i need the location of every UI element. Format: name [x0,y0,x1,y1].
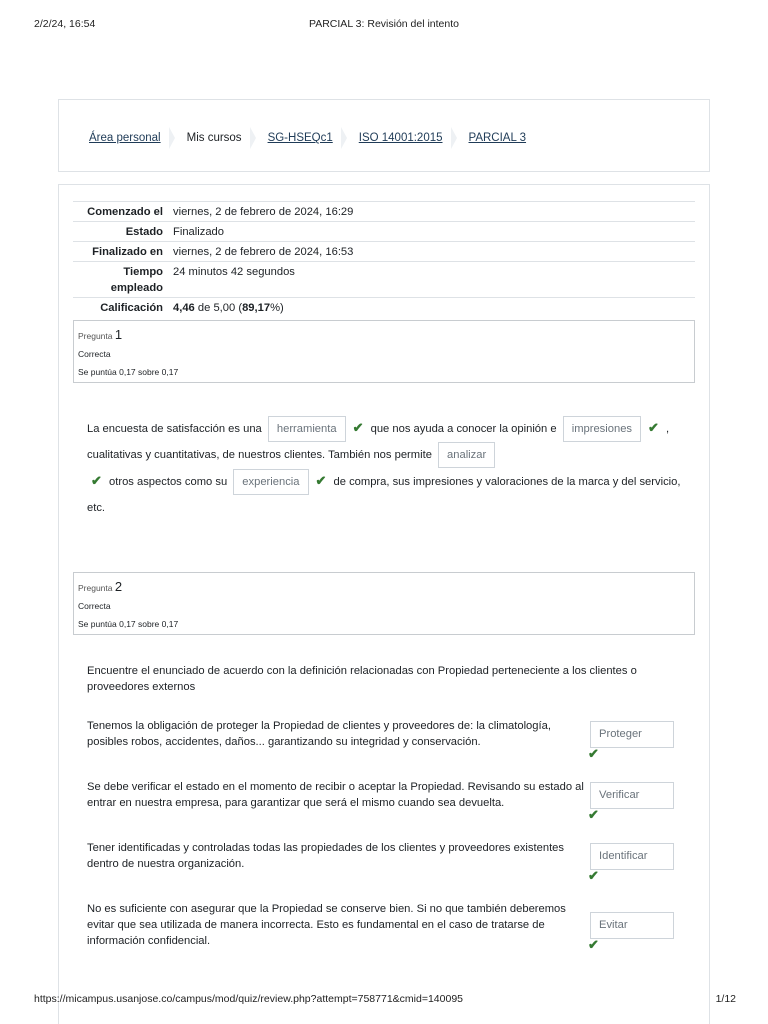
breadcrumb [89,127,526,149]
check-icon: ✔ [588,937,599,952]
breadcrumb-separator [169,127,179,149]
question-points: Se puntúa 0,17 sobre 0,17 [78,619,179,629]
question-text: que nos ayuda a conocer la opinión e [370,423,557,435]
summary-label: Estado [125,226,163,238]
question-2-prompt: Encuentre el enunciado de acuerdo con la definición relacionadas con Propiedad perteneciente a los clientes o proveedores externos [87,665,637,693]
check-icon: ✔ [648,420,659,435]
match-statement: Se debe verificar el estado en el momento de recibir o aceptar la Propiedad. Revisando su estado al entrar en nuestra empresa, para garantizar que será el mismo cuando sea devuelta. [87,781,584,809]
grade-end: %) [270,302,284,314]
summary-label-line: empleado [110,282,163,294]
answer-blank-1[interactable]: herramienta [268,416,346,442]
check-icon: ✔ [588,807,599,822]
match-statement: Tener identificadas y controladas todas las propiedades de los clientes y proveedores existentes dentro de nuestra organización. [87,842,564,870]
summary-row-finished [73,242,695,262]
summary-value: 24 minutos 42 segundos [173,266,295,278]
breadcrumb-item-mis-cursos[interactable]: Mis cursos [186,132,242,144]
breadcrumb-item-area-personal[interactable]: Área personal [89,132,161,144]
grade-score: 4,46 [173,302,195,314]
match-statement: No es suficiente con asegurar que la Propiedad se conserve bien. Si no que también deberemos evitar que sea utilizada de manera incorrecta. Esto es fundamental en el caso de tratarse de información confidencial. [87,903,566,947]
question-1-content [87,415,697,521]
question-text: otros aspectos como su [109,476,228,489]
question-2-info [73,572,695,635]
answer-blank-3[interactable]: analizar [438,442,495,468]
summary-label-line: Tiempo [123,266,163,278]
summary-label: Calificación [100,302,163,314]
summary-row-time [73,262,695,298]
breadcrumb-item-section[interactable]: ISO 14001:2015 [358,132,443,144]
summary-row-started [73,202,695,222]
summary-value: viernes, 2 de febrero de 2024, 16:53 [173,246,354,258]
summary-row-state [73,222,695,242]
question-number: 1 [114,327,123,342]
summary-value: viernes, 2 de febrero de 2024, 16:29 [173,206,354,218]
grade-mid: de 5,00 ( [194,302,243,314]
breadcrumb-separator [341,127,351,149]
question-text: de compra, sus impresiones y valoraciones de la marca y del servicio, etc. [87,476,681,515]
summary-label: Finalizado en [92,246,163,258]
summary-row-grade [73,298,695,318]
attempt-summary-table [73,201,695,317]
breadcrumb-item-quiz[interactable]: PARCIAL 3 [468,132,527,144]
check-icon: ✔ [588,868,599,883]
breadcrumb-separator [250,127,260,149]
question-number-line [78,578,690,597]
grade-percent: 89,17 [242,302,271,314]
check-icon: ✔ [588,746,599,761]
question-text: , cualitativas y cuantitativas, de nuestros clientes. También nos permite [87,423,670,462]
breadcrumb-separator [451,127,461,149]
summary-label: Comenzado el [87,206,163,218]
print-datetime: 2/2/24, 16:54 [34,18,96,30]
match-answer-select[interactable]: Identificar [590,843,674,870]
check-icon: ✔ [91,473,102,489]
print-footer [0,993,768,1007]
question-text: La encuesta de satisfacción es una [87,423,262,435]
quiz-review-region [58,184,710,1024]
print-page-count: 1/12 [715,993,736,1005]
question-number: 2 [114,579,123,594]
breadcrumb-item-course[interactable]: SG-HSEQc1 [267,132,333,144]
question-label: Pregunta [78,583,113,593]
summary-label [73,262,173,298]
print-title: PARCIAL 3: Revisión del intento [309,18,459,30]
question-number-line [78,326,690,345]
print-header [0,18,768,32]
match-statement: Tenemos la obligación de proteger la Propiedad de clientes y proveedores de: la climatología, posibles robos, accidentes, daños... garantizando su integridad y conservación. [87,720,551,748]
question-points: Se puntúa 0,17 sobre 0,17 [78,367,179,377]
match-answer-select[interactable]: Proteger [590,721,674,748]
match-answer-select[interactable]: Verificar [590,782,674,809]
match-answer-select[interactable]: Evitar [590,912,674,939]
check-icon: ✔ [352,420,364,435]
question-1-info [73,320,695,383]
question-status: Correcta [78,349,111,359]
print-url: https://micampus.usanjose.co/campus/mod/quiz/review.php?attempt=758771&cmid=140095 [34,993,464,1005]
breadcrumb-container [58,99,710,172]
summary-value [173,298,695,318]
question-status: Correcta [78,601,111,611]
check-icon: ✔ [315,473,327,489]
answer-blank-2[interactable]: impresiones [563,416,641,442]
question-label: Pregunta [78,331,113,341]
answer-blank-4[interactable]: experiencia [233,469,308,495]
summary-value: Finalizado [173,226,224,238]
